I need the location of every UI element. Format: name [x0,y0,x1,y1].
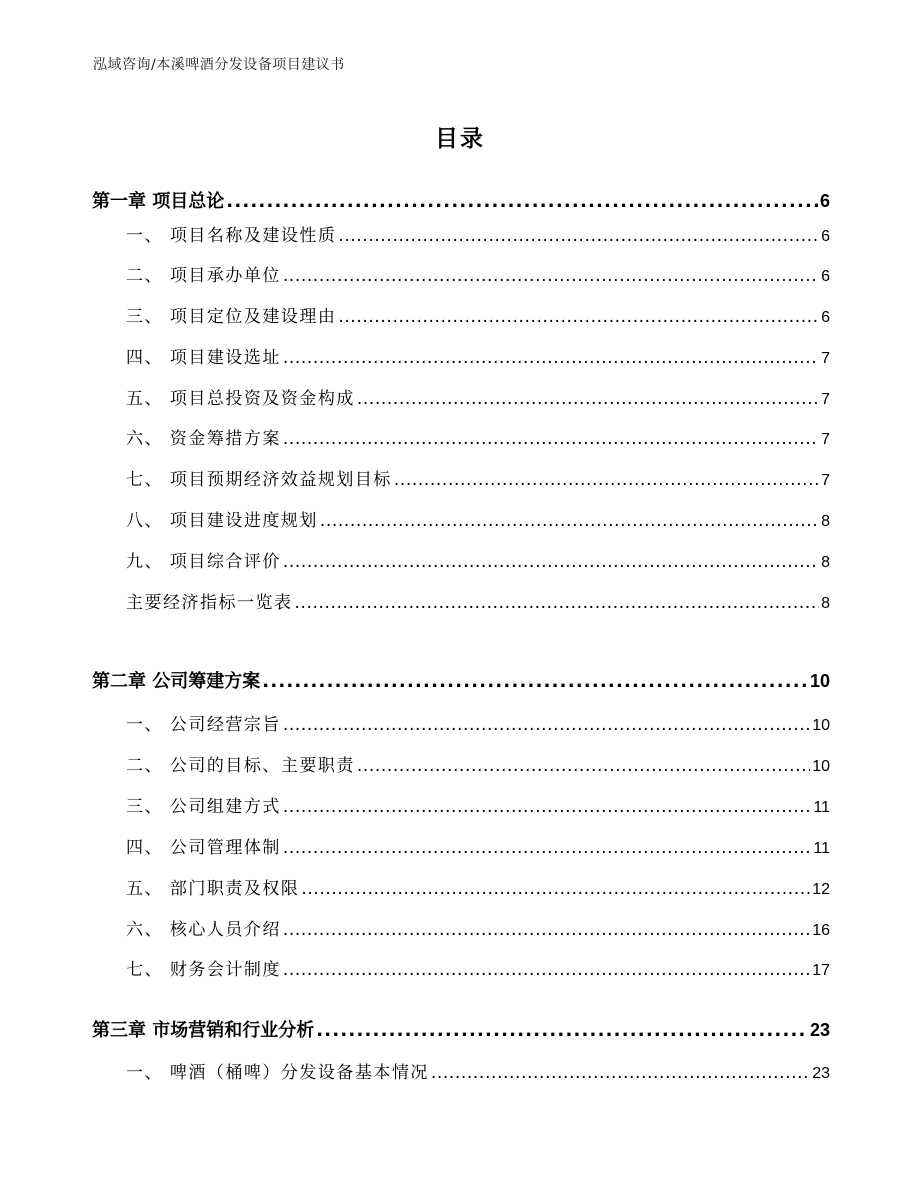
toc-page-number: 12 [812,881,830,898]
toc-page-number: 10 [809,671,830,691]
toc-section-entry[interactable] [126,588,830,613]
toc-section-entry[interactable] [126,302,830,327]
toc-dot-leader [283,715,810,735]
toc-dot-leader [357,756,810,776]
toc-dot-leader [283,348,819,368]
toc-section-entry[interactable] [126,261,830,286]
toc-entry-label: 主要经济指标一览表 [126,593,293,613]
toc-section-entry[interactable] [126,751,830,776]
toc-page-number: 8 [821,513,830,530]
toc-dot-leader [283,960,810,980]
toc-dot-leader [316,1020,808,1041]
toc-section-entry[interactable] [126,915,830,940]
toc-section-entry[interactable] [126,1058,830,1083]
toc-page-number: 10 [812,717,830,734]
toc-entry-label: 二、 公司的目标、主要职责 [126,756,355,776]
toc-page-number: 6 [819,191,830,211]
toc-dot-leader [338,226,819,246]
toc-entry-label: 五、 项目总投资及资金构成 [126,389,355,409]
toc-dot-leader [283,552,819,572]
toc-dot-leader [357,389,819,409]
toc-entry-label: 八、 项目建设进度规划 [126,511,318,531]
toc-section-entry[interactable] [126,710,830,735]
toc-entry-label: 一、 啤酒（桶啤）分发设备基本情况 [126,1063,429,1083]
toc-dot-leader [338,307,819,327]
toc-section-entry[interactable] [126,874,830,899]
toc-section-entry[interactable] [126,547,830,572]
toc-page-number: 7 [821,391,830,408]
toc-page-number: 7 [821,350,830,367]
toc-page-number: 6 [821,309,830,326]
toc-dot-leader [301,879,810,899]
toc-section-entry[interactable] [126,955,830,980]
toc-section-entry[interactable] [126,506,830,531]
toc-dot-leader [295,593,820,613]
toc-entry-label: 七、 项目预期经济效益规划目标 [126,470,392,490]
toc-page-number: 11 [813,840,830,857]
toc-section-entry[interactable] [126,792,830,817]
toc-dot-leader [226,191,818,212]
toc-entry-label: 九、 项目综合评价 [126,552,281,572]
toc-page-number: 16 [812,922,830,939]
toc-dot-leader [320,511,819,531]
toc-page-number: 6 [821,228,830,245]
toc-section-entry[interactable] [126,424,830,449]
toc-chapter-entry[interactable] [92,1016,830,1042]
toc-entry-label: 四、 公司管理体制 [126,838,281,858]
toc-page-number: 7 [821,431,830,448]
toc-entry-label: 第一章 项目总论 [92,191,225,212]
toc-page-number: 8 [821,554,830,571]
toc-section-entry[interactable] [126,221,830,246]
toc-chapter-entry[interactable] [92,667,830,693]
toc-page-number: 11 [813,799,830,816]
toc-section-entry[interactable] [126,465,830,490]
toc-dot-leader [262,671,808,692]
toc-page-number: 7 [821,472,830,489]
toc-title: 目录 [435,126,485,152]
toc-dot-leader [283,429,819,449]
toc-page-number: 23 [812,1065,830,1082]
toc-chapter-entry[interactable] [92,187,830,213]
toc-entry-label: 六、 核心人员介绍 [126,920,281,940]
toc-dot-leader [283,838,811,858]
toc-entry-label: 三、 项目定位及建设理由 [126,307,337,327]
running-header: 泓域咨询/本溪啤酒分发设备项目建议书 [93,57,345,73]
toc-section-entry[interactable] [126,343,830,368]
toc-dot-leader [283,920,810,940]
toc-entry-label: 三、 公司组建方式 [126,797,281,817]
toc-page-number: 6 [821,268,830,285]
toc-dot-leader [431,1063,810,1083]
toc-page-number: 23 [809,1020,830,1040]
toc-entry-label: 第二章 公司筹建方案 [92,671,261,692]
toc-dot-leader [283,797,811,817]
toc-entry-label: 五、 部门职责及权限 [126,879,300,899]
toc-section-entry[interactable] [126,384,830,409]
toc-entry-label: 一、 公司经营宗旨 [126,715,281,735]
toc-entry-label: 六、 资金筹措方案 [126,429,281,449]
toc-entry-label: 第三章 市场营销和行业分析 [92,1020,315,1041]
toc-page-number: 8 [821,595,830,612]
toc-page-number: 10 [812,758,830,775]
toc-page-number: 17 [812,962,830,979]
toc-entry-label: 七、 财务会计制度 [126,960,281,980]
toc-entry-label: 四、 项目建设选址 [126,348,281,368]
toc-entry-label: 一、 项目名称及建设性质 [126,226,337,246]
toc-dot-leader [394,470,819,490]
toc-dot-leader [283,266,819,286]
toc-section-entry[interactable] [126,833,830,858]
toc-entry-label: 二、 项目承办单位 [126,266,281,286]
